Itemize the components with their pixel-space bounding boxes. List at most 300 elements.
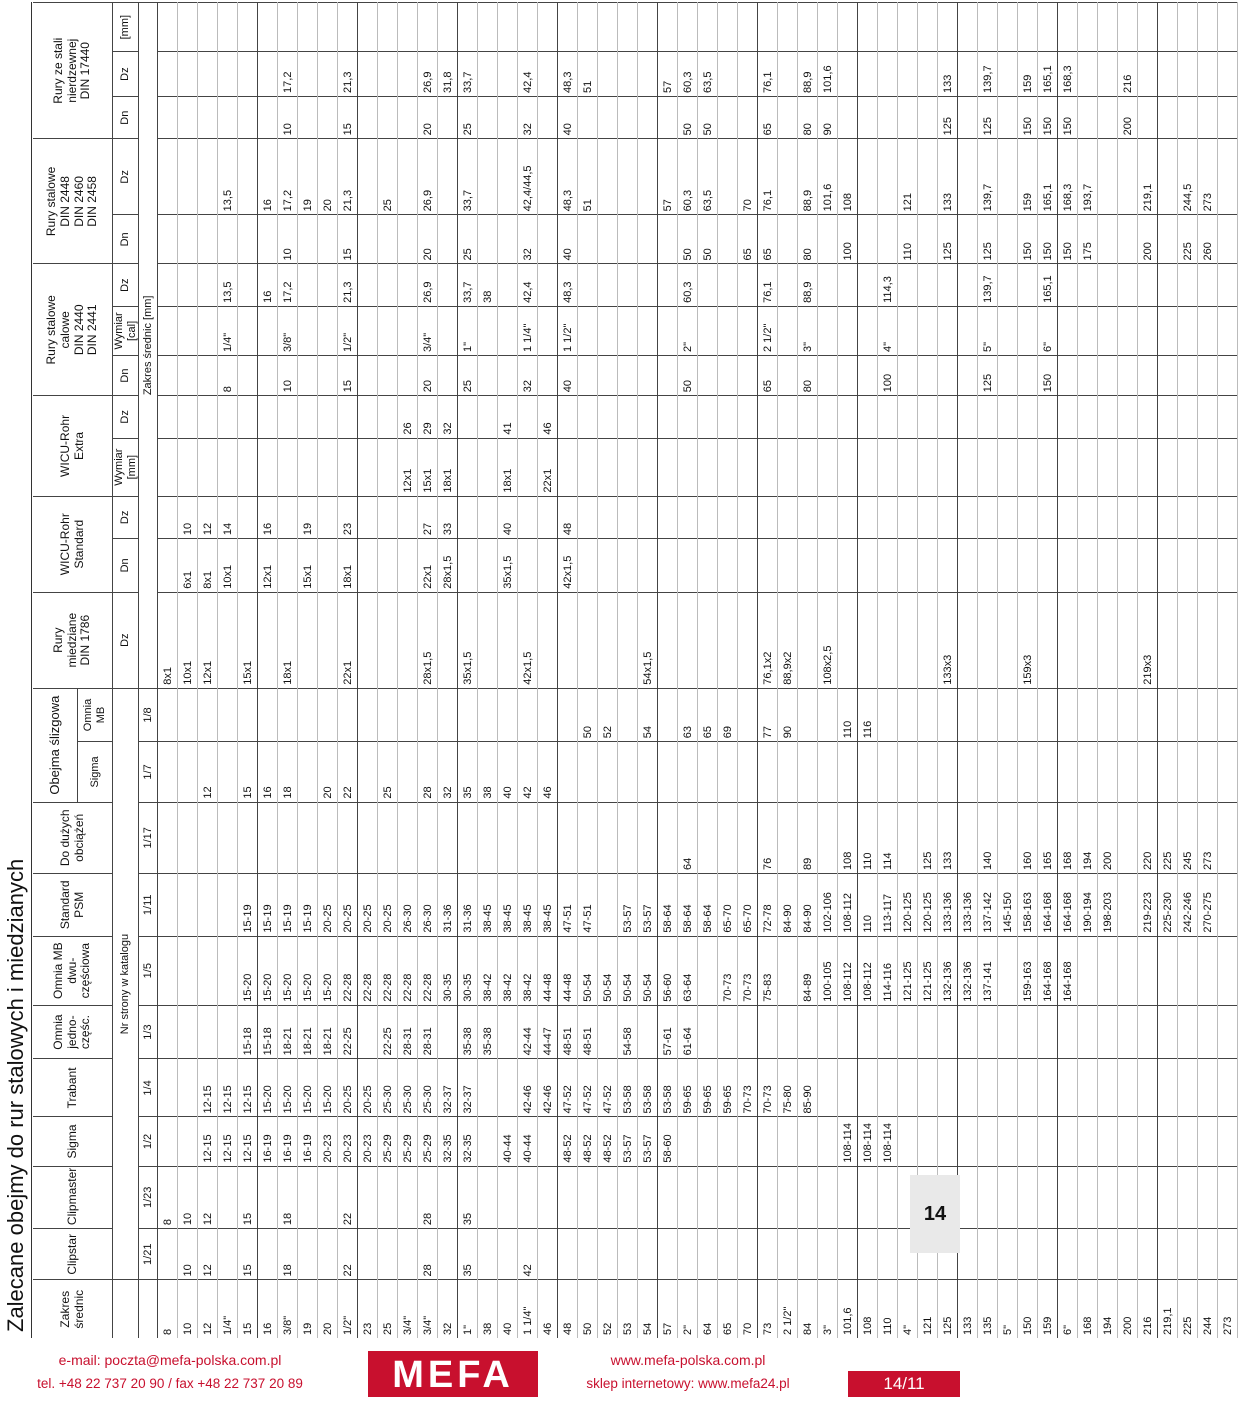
table-cell: [718, 3, 738, 52]
table-cell: [158, 874, 178, 937]
table-cell: [518, 496, 538, 538]
table-cell: [238, 215, 258, 264]
table-cell: [958, 1005, 978, 1059]
table-cell: [1158, 306, 1178, 355]
table-cell: [638, 539, 658, 593]
table-cell: 168,3: [1058, 139, 1078, 215]
table-cell: [1218, 96, 1238, 138]
table-cell: 27: [418, 496, 438, 538]
table-cell: [478, 1117, 498, 1166]
table-cell: [858, 592, 878, 688]
table-cell: [978, 1166, 998, 1229]
page-ref-7: 1/11: [139, 874, 158, 937]
table-cell: [1158, 356, 1178, 396]
table-cell: [358, 396, 378, 438]
table-cell: 125: [978, 215, 998, 264]
table-cell: [198, 874, 218, 937]
table-cell: [1078, 1117, 1098, 1166]
table-cell: [1038, 1229, 1058, 1280]
table-cell: 25-29: [378, 1117, 398, 1166]
table-cell: [198, 936, 218, 1005]
table-cell: [518, 1166, 538, 1229]
table-cell: [158, 1117, 178, 1166]
table-cell: [1218, 1166, 1238, 1229]
table-cell: 42-46: [518, 1059, 538, 1117]
page-ref-8: 1/17: [139, 802, 158, 873]
table-cell: 53-57: [618, 1117, 638, 1166]
table-cell: [678, 1117, 698, 1166]
table-cell: [478, 1059, 498, 1117]
table-cell: [758, 438, 778, 496]
table-cell: [998, 592, 1018, 688]
table-cell: 114-116: [878, 936, 898, 1005]
table-cell: 80: [798, 96, 818, 138]
table-cell: [818, 215, 838, 264]
table-cell: [998, 742, 1018, 802]
table-cell: [818, 438, 838, 496]
table-cell: [1018, 264, 1038, 306]
table-cell: [258, 356, 278, 396]
table-cell: [1098, 742, 1118, 802]
table-cell: [1218, 1005, 1238, 1059]
table-cell: [198, 356, 218, 396]
table-cell: [618, 52, 638, 97]
table-cell: [998, 306, 1018, 355]
table-cell: [1038, 539, 1058, 593]
table-cell: [318, 264, 338, 306]
table-cell: [558, 1166, 578, 1229]
table-cell: 18-21: [318, 1005, 338, 1059]
table-cell: [978, 1005, 998, 1059]
table-cell: 35: [458, 742, 478, 802]
page-title: Zalecane obejmy do rur stalowych i miedzianych: [0, 2, 32, 1338]
table-cell: [1218, 539, 1238, 593]
table-cell: [498, 1059, 518, 1117]
table-cell: 18-21: [298, 1005, 318, 1059]
table-cell: 50-54: [578, 936, 598, 1005]
table-cell: 8: [158, 1166, 178, 1229]
table-cell: [698, 306, 718, 355]
table-cell: [958, 52, 978, 97]
row-size-cell: 52: [598, 1280, 618, 1338]
table-cell: 150: [1038, 96, 1058, 138]
table-cell: [578, 802, 598, 873]
table-row: [1078, 3, 1098, 1339]
table-cell: 159-163: [1018, 936, 1038, 1005]
table-cell: 125: [978, 96, 998, 138]
header-dz-cu: Dz: [113, 592, 139, 688]
row-size-cell: 38: [478, 1280, 498, 1338]
table-cell: [758, 1229, 778, 1280]
table-cell: [538, 215, 558, 264]
table-cell: [378, 306, 398, 355]
table-cell: [1078, 742, 1098, 802]
header-dz-rc: Dz: [113, 264, 139, 306]
table-cell: 42x1,5: [518, 592, 538, 688]
table-row: [658, 3, 678, 1339]
table-cell: 22-28: [358, 936, 378, 1005]
table-cell: 15-20: [258, 936, 278, 1005]
table-cell: 58-60: [658, 1117, 678, 1166]
table-cell: [638, 96, 658, 138]
table-row: [998, 3, 1018, 1339]
table-cell: [798, 1117, 818, 1166]
table-cell: 40: [558, 96, 578, 138]
table-cell: [598, 802, 618, 873]
table-cell: [478, 1229, 498, 1280]
table-cell: [1178, 356, 1198, 396]
table-cell: [498, 1005, 518, 1059]
row-size-cell: 219,1: [1158, 1280, 1178, 1338]
table-cell: 26-30: [398, 874, 418, 937]
table-cell: [238, 306, 258, 355]
footer-shop-link[interactable]: sklep internetowy: www.mefa24.pl: [586, 1376, 790, 1391]
table-cell: [238, 539, 258, 593]
table-cell: [698, 802, 718, 873]
table-cell: [1178, 539, 1198, 593]
table-cell: [598, 1005, 618, 1059]
table-cell: [1138, 264, 1158, 306]
table-cell: [898, 496, 918, 538]
table-cell: [1018, 396, 1038, 438]
table-cell: 20-25: [378, 874, 398, 937]
table-cell: [1018, 356, 1038, 396]
table-cell: [718, 139, 738, 215]
table-cell: [318, 215, 338, 264]
table-cell: 65: [738, 215, 758, 264]
table-row: [358, 3, 378, 1339]
table-cell: 150: [1058, 96, 1078, 138]
table-cell: 113-117: [878, 874, 898, 937]
table-cell: [1198, 1229, 1218, 1280]
table-cell: 57: [658, 52, 678, 97]
table-cell: [1178, 592, 1198, 688]
header-rury-17440: Rury ze stali nierdzewnej DIN 17440: [33, 3, 113, 139]
table-cell: [838, 592, 858, 688]
table-cell: [178, 936, 198, 1005]
table-cell: 31-36: [458, 874, 478, 937]
row-size-cell: 168: [1078, 1280, 1098, 1338]
table-cell: 100-105: [818, 936, 838, 1005]
table-cell: [978, 742, 998, 802]
table-cell: [858, 139, 878, 215]
table-cell: 40-44: [518, 1117, 538, 1166]
table-row: [1178, 3, 1198, 1339]
table-cell: [938, 1117, 958, 1166]
row-size-cell: 3/4": [418, 1280, 438, 1338]
table-cell: [998, 539, 1018, 593]
table-cell: 30-35: [438, 936, 458, 1005]
table-cell: [998, 96, 1018, 138]
table-cell: [458, 688, 478, 742]
table-cell: [618, 742, 638, 802]
table-cell: [358, 438, 378, 496]
table-cell: [1078, 539, 1098, 593]
table-cell: 50: [678, 215, 698, 264]
table-cell: [1098, 396, 1118, 438]
table-cell: [358, 1005, 378, 1059]
table-cell: 10: [178, 1229, 198, 1280]
table-cell: [798, 688, 818, 742]
table-cell: [878, 438, 898, 496]
table-cell: [1198, 264, 1218, 306]
table-cell: 25: [378, 742, 398, 802]
table-cell: [958, 742, 978, 802]
table-row: [378, 3, 398, 1339]
table-cell: [758, 396, 778, 438]
table-cell: 28x1,5: [438, 539, 458, 593]
table-cell: [838, 1229, 858, 1280]
table-cell: 16-19: [258, 1117, 278, 1166]
table-cell: [378, 264, 398, 306]
table-cell: [878, 52, 898, 97]
table-cell: [1138, 396, 1158, 438]
row-size-cell: 216: [1138, 1280, 1158, 1338]
table-cell: 168: [1058, 802, 1078, 873]
table-cell: [298, 802, 318, 873]
table-cell: 3/4": [418, 306, 438, 355]
table-cell: 13,5: [218, 139, 238, 215]
table-cell: [978, 1117, 998, 1166]
table-cell: [498, 1166, 518, 1229]
table-cell: [318, 438, 338, 496]
table-cell: [398, 306, 418, 355]
table-row: [938, 3, 958, 1339]
table-row: [278, 3, 298, 1339]
table-cell: 108-112: [838, 936, 858, 1005]
table-cell: [718, 52, 738, 97]
table-cell: 110: [858, 802, 878, 873]
table-cell: [978, 396, 998, 438]
table-cell: 33,7: [458, 139, 478, 215]
table-cell: [798, 592, 818, 688]
table-cell: [998, 139, 1018, 215]
table-cell: [858, 356, 878, 396]
table-cell: 245: [1178, 802, 1198, 873]
table-cell: 40: [498, 496, 518, 538]
table-cell: 76,1: [758, 264, 778, 306]
table-cell: 125: [978, 356, 998, 396]
table-cell: 216: [1118, 52, 1138, 97]
table-cell: [658, 688, 678, 742]
table-cell: 100: [878, 356, 898, 396]
header-dz-we: Dz: [113, 396, 139, 438]
table-cell: [838, 306, 858, 355]
table-cell: [398, 96, 418, 138]
table-row: [878, 3, 898, 1339]
row-size-cell: 15: [238, 1280, 258, 1338]
table-cell: [1178, 96, 1198, 138]
row-size-cell: 273: [1218, 1280, 1238, 1338]
table-cell: 12: [198, 1229, 218, 1280]
table-cell: [818, 306, 838, 355]
table-cell: [198, 438, 218, 496]
row-size-cell: 6": [1058, 1280, 1078, 1338]
table-cell: [878, 139, 898, 215]
footer-www-link[interactable]: www.mefa-polska.com.pl: [610, 1352, 766, 1368]
table-cell: [718, 396, 738, 438]
table-cell: 219-223: [1138, 874, 1158, 937]
table-row: [298, 3, 318, 1339]
table-cell: 57: [658, 139, 678, 215]
table-cell: [498, 3, 518, 52]
table-cell: [298, 215, 318, 264]
table-cell: [1038, 396, 1058, 438]
table-cell: 10: [178, 1166, 198, 1229]
header-wicu-standard: WICU-Rohr Standard: [33, 496, 113, 592]
table-cell: [518, 438, 538, 496]
table-cell: [238, 688, 258, 742]
table-cell: [358, 1229, 378, 1280]
table-cell: [738, 688, 758, 742]
table-cell: [818, 1117, 838, 1166]
table-cell: [578, 592, 598, 688]
table-cell: [438, 139, 458, 215]
table-cell: [978, 688, 998, 742]
table-cell: [358, 1166, 378, 1229]
table-cell: [558, 396, 578, 438]
table-cell: [178, 874, 198, 937]
table-cell: [1198, 1117, 1218, 1166]
table-cell: 48-51: [558, 1005, 578, 1059]
table-cell: [478, 52, 498, 97]
table-cell: [238, 438, 258, 496]
table-cell: [938, 539, 958, 593]
table-cell: [198, 52, 218, 97]
table-cell: [998, 1117, 1018, 1166]
row-size-cell: 121: [918, 1280, 938, 1338]
table-cell: [238, 356, 258, 396]
table-cell: 125: [918, 802, 938, 873]
table-cell: [338, 396, 358, 438]
table-cell: 5": [978, 306, 998, 355]
table-cell: [938, 264, 958, 306]
table-cell: [878, 3, 898, 52]
table-cell: 84-90: [778, 874, 798, 937]
table-cell: 15-20: [298, 1059, 318, 1117]
table-cell: [438, 3, 458, 52]
table-cell: [518, 688, 538, 742]
table-cell: 1 1/4": [518, 306, 538, 355]
table-cell: 38-45: [498, 874, 518, 937]
table-cell: [518, 539, 538, 593]
table-cell: [738, 52, 758, 97]
table-row: [318, 3, 338, 1339]
table-cell: 164-168: [1058, 874, 1078, 937]
table-cell: [378, 96, 398, 138]
table-cell: [1038, 592, 1058, 688]
table-cell: 21,3: [338, 52, 358, 97]
table-cell: [1198, 539, 1218, 593]
table-cell: [818, 3, 838, 52]
table-cell: [578, 264, 598, 306]
table-cell: [958, 1166, 978, 1229]
table-cell: [378, 1229, 398, 1280]
table-cell: [1098, 264, 1118, 306]
table-cell: 50-54: [598, 936, 618, 1005]
table-cell: [1218, 215, 1238, 264]
table-cell: [678, 3, 698, 52]
table-cell: [598, 1166, 618, 1229]
table-cell: 164-168: [1038, 874, 1058, 937]
table-cell: 150: [1058, 215, 1078, 264]
table-cell: 15-19: [238, 874, 258, 937]
table-cell: [618, 96, 638, 138]
table-cell: 193,7: [1078, 139, 1098, 215]
table-cell: [178, 742, 198, 802]
table-cell: 15-19: [298, 874, 318, 937]
table-cell: [598, 592, 618, 688]
table-cell: [398, 539, 418, 593]
footer-email[interactable]: e-mail: poczta@mefa-polska.com.pl: [58, 1352, 282, 1368]
table-cell: [858, 1059, 878, 1117]
table-cell: [1058, 592, 1078, 688]
table-cell: [1158, 592, 1178, 688]
table-row: [838, 3, 858, 1339]
header-rury-calowe: Rury stalowe calowe DIN 2440 DIN 2441: [33, 264, 113, 396]
table-cell: [1118, 802, 1138, 873]
table-cell: [1118, 3, 1138, 52]
table-cell: [798, 438, 818, 496]
table-cell: [898, 539, 918, 593]
table-cell: [1058, 1229, 1078, 1280]
table-cell: 133-136: [938, 874, 958, 937]
table-cell: [1038, 438, 1058, 496]
table-cell: [1198, 496, 1218, 538]
table-cell: [558, 802, 578, 873]
table-cell: 133-136: [958, 874, 978, 937]
table-cell: 42-44: [518, 1005, 538, 1059]
table-cell: [678, 742, 698, 802]
table-cell: [318, 1229, 338, 1280]
row-size-cell: 135: [978, 1280, 998, 1338]
table-cell: 32: [438, 396, 458, 438]
table-cell: [658, 539, 678, 593]
table-cell: [1158, 688, 1178, 742]
table-cell: [158, 1229, 178, 1280]
table-cell: [838, 396, 858, 438]
header-sigma: Sigma: [33, 1117, 113, 1166]
table-cell: [1198, 306, 1218, 355]
table-cell: 110: [858, 874, 878, 937]
table-cell: [778, 1005, 798, 1059]
table-cell: 38-42: [518, 936, 538, 1005]
table-cell: [478, 396, 498, 438]
header-omnia-mb-dwu: Omnia MB dwu- częściowa: [33, 936, 113, 1005]
table-cell: 16-19: [278, 1117, 298, 1166]
table-cell: [938, 496, 958, 538]
table-cell: [178, 96, 198, 138]
footer-phone: tel. +48 22 737 20 90 / fax +48 22 737 20 89: [37, 1376, 303, 1391]
table-cell: 90: [818, 96, 838, 138]
table-cell: [698, 1005, 718, 1059]
table-cell: 3": [798, 306, 818, 355]
table-cell: 8x1: [158, 592, 178, 688]
table-cell: [678, 396, 698, 438]
table-cell: 108-112: [838, 874, 858, 937]
table-cell: 1/4": [218, 306, 238, 355]
header-zakres: Zakres średnic: [33, 1280, 113, 1338]
table-row: [498, 3, 518, 1339]
table-row: [1158, 3, 1178, 1339]
table-cell: [738, 592, 758, 688]
table-cell: 31-36: [438, 874, 458, 937]
table-cell: 20-25: [338, 874, 358, 937]
table-cell: [1138, 306, 1158, 355]
table-cell: [1158, 1229, 1178, 1280]
table-cell: 46: [538, 396, 558, 438]
table-cell: 51: [578, 52, 598, 97]
